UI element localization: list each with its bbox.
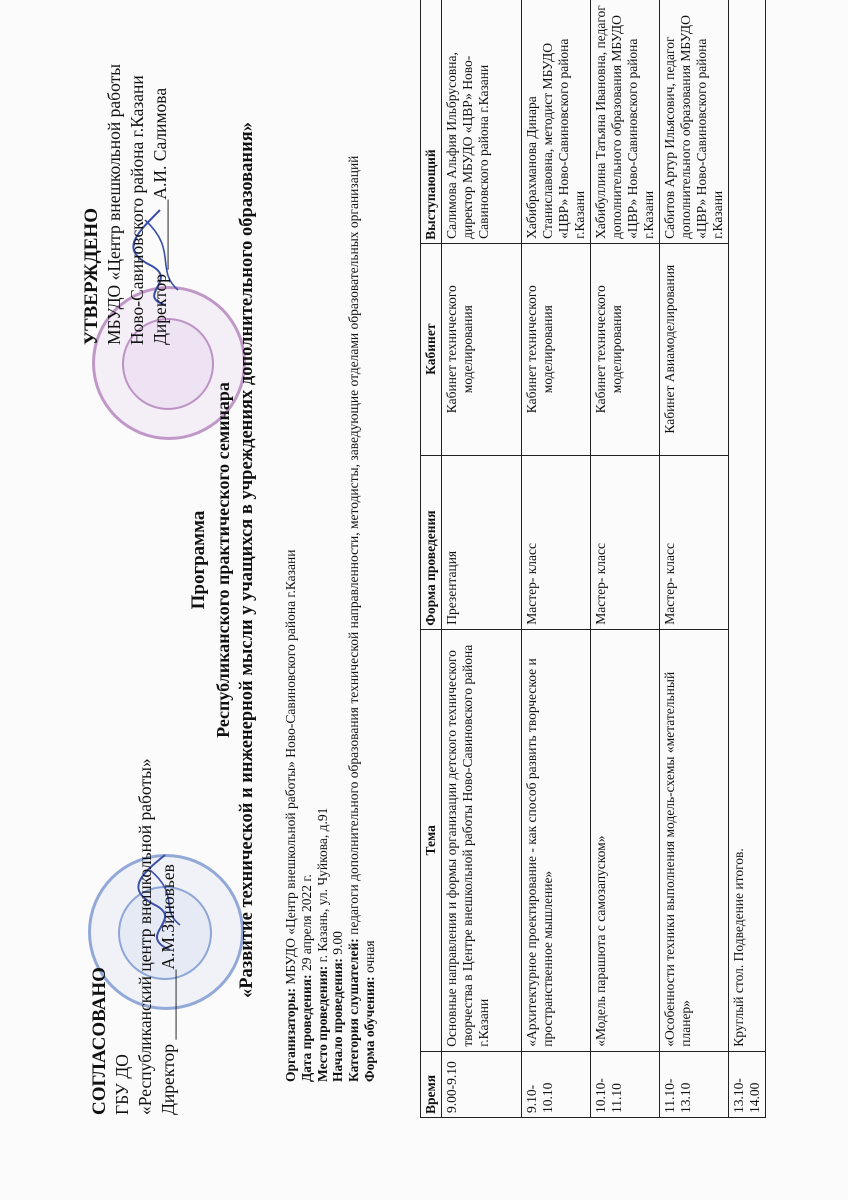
cell-room: Кабинет технического моделирования bbox=[522, 243, 591, 455]
header-speaker: Выступающий bbox=[421, 0, 442, 243]
table-header-row bbox=[421, 0, 442, 1118]
cell-room: Кабинет технического моделирования bbox=[442, 243, 522, 455]
cell-topic: Основные направления и формы организации детского технического творчества в Центре внешкольной работы Ново-Савиновского района г.Казани bbox=[442, 629, 522, 1051]
organizers-line bbox=[283, 82, 299, 1082]
start-value: 9.00 bbox=[330, 931, 346, 959]
seminar-info bbox=[283, 82, 378, 1082]
cell-time: 11.10-13.10 bbox=[660, 1051, 729, 1117]
cell-speaker: Салимова Альфия Ильбрусовна, директор МБУДО «ЦВР» Ново-Савиновского района г.Казани bbox=[442, 0, 522, 243]
date-label: Дата проведения: bbox=[298, 974, 314, 1082]
right-approval-line3: Директор ________А.И. Салимова bbox=[150, 87, 170, 345]
table-row bbox=[442, 0, 522, 1118]
program-table bbox=[420, 0, 766, 1118]
cell-time: 9.00-9.10 bbox=[442, 1051, 522, 1117]
left-approval-line1: ГБУ ДО bbox=[112, 1054, 132, 1115]
place-value: г. Казань, ул. Чуйкова, д.91 bbox=[314, 807, 330, 966]
place-label: Место проведения: bbox=[314, 965, 330, 1082]
cell-topic: «Особенности техники выполнения модель-схемы «метательный планер» bbox=[660, 629, 729, 1051]
start-label: Начало проведения: bbox=[330, 958, 346, 1082]
start-line bbox=[330, 82, 346, 1082]
right-approval-line1: МБУДО «Центр внешкольной работы bbox=[104, 64, 124, 345]
header-time: Время bbox=[421, 1051, 442, 1117]
title-line1: Программа bbox=[188, 510, 209, 610]
left-approval-block bbox=[88, 745, 180, 1115]
title-line2: Республиканского практического семинара bbox=[213, 382, 233, 738]
audience-line bbox=[346, 82, 362, 1082]
title-line3: «Развитие технической и инженерной мысли у учащихся в учреждениях дополнительного образования» bbox=[237, 122, 257, 999]
cell-room: Кабинет технического моделирования bbox=[591, 243, 660, 455]
right-approval-heading: УТВЕРЖДЕНО bbox=[81, 208, 102, 345]
header-room: Кабинет bbox=[421, 243, 442, 455]
cell-form: Презентация bbox=[442, 455, 522, 629]
cell-form: Мастер- класс bbox=[522, 455, 591, 629]
left-approval-line2: «Республиканский центр внешкольной работы» bbox=[135, 758, 155, 1115]
program-title bbox=[187, 120, 259, 1000]
cell-time: 9.10-10.10 bbox=[522, 1051, 591, 1117]
cell-speaker: Хабибуллина Татьяна Ивановна, педагог дополнительного образования МБУДО «ЦВР» Ново-Савиновского района г.Казани bbox=[591, 0, 660, 243]
cell-time: 10.10-11.10 bbox=[591, 1051, 660, 1117]
date-value: 29 апреля 2022 г. bbox=[298, 874, 314, 975]
table-row bbox=[729, 0, 766, 1118]
form-line bbox=[362, 82, 378, 1082]
right-approval-line2: Ново-Савиновского района г.Казани bbox=[127, 75, 147, 345]
audience-label: Категория слушателей: bbox=[346, 938, 362, 1082]
cell-topic: «Модель парашюта с самозапуском» bbox=[591, 629, 660, 1051]
cell-form: Мастер- класс bbox=[660, 455, 729, 629]
table-row bbox=[522, 0, 591, 1118]
organizers-label: Организаторы: bbox=[283, 987, 298, 1082]
form-value: очная bbox=[361, 940, 377, 977]
date-line bbox=[299, 82, 315, 1082]
right-approval-block bbox=[80, 5, 172, 345]
cell-speaker: Хабибрахманова Динара Станиславовна, методист МБУДО «ЦВР» Ново-Савиновского района г.Казани bbox=[522, 0, 591, 243]
header-form: Форма проведения bbox=[421, 455, 442, 629]
cell-speaker: Сабитов Артур Ильясович, педагог дополнительного образования МБУДО «ЦВР» Ново-Савиновского района г.Казани bbox=[660, 0, 729, 243]
form-label: Форма обучения: bbox=[361, 976, 377, 1082]
cell-room: Кабинет Авиамоделирования bbox=[660, 243, 729, 455]
table-row bbox=[660, 0, 729, 1118]
left-approval-line3: Директор ________А.М.Зиновьев bbox=[158, 864, 178, 1115]
cell-topic: «Архитектурное проектирование - как способ развить творческое и пространственное мышление» bbox=[522, 629, 591, 1051]
cell-time: 13.10-14.00 bbox=[729, 1051, 766, 1117]
audience-value: педагоги дополнительного образования технической направленности, методисты, заведующие отделами образовательных организаций bbox=[346, 155, 362, 939]
place-line bbox=[315, 82, 331, 1082]
organizers-value: МБУДО «Центр внешкольной работы» Ново-Савиновского района г.Казани bbox=[283, 549, 298, 988]
cell-topic: Круглый стол. Подведение итогов. bbox=[729, 0, 766, 1051]
cell-form: Мастер- класс bbox=[591, 455, 660, 629]
header-topic: Тема bbox=[421, 629, 442, 1051]
left-approval-heading: СОГЛАСОВАНО bbox=[89, 967, 110, 1115]
table-row bbox=[591, 0, 660, 1118]
